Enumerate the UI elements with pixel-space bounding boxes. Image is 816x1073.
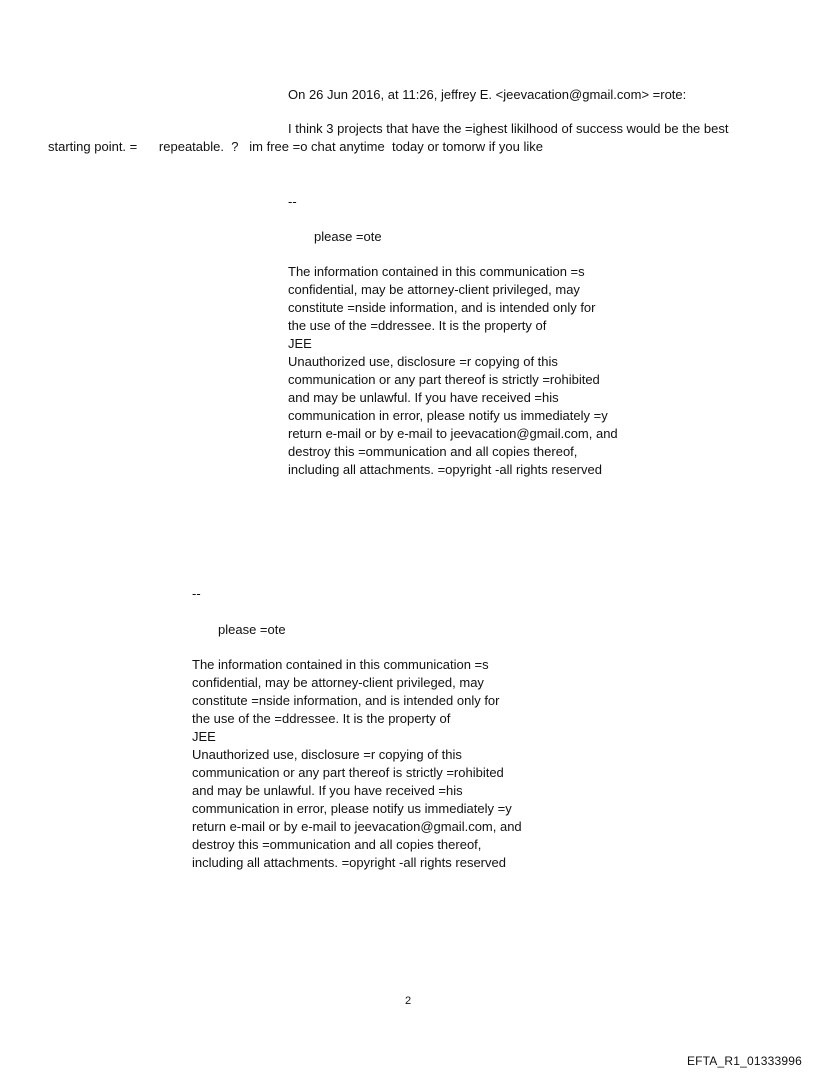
disclaimer-line: The information contained in this communication =s xyxy=(288,264,585,279)
disclaimer-line: Unauthorized use, disclosure =r copying of this xyxy=(192,747,462,762)
disclaimer-line: return e-mail or by e-mail to jeevacation@gmail.com, and xyxy=(192,819,522,834)
disclaimer-line: destroy this =ommunication and all copies thereof, xyxy=(288,444,578,459)
disclaimer-block xyxy=(192,656,522,872)
disclaimer-line: the use of the =ddressee. It is the property of xyxy=(192,711,451,726)
page-number: 2 xyxy=(404,995,412,1007)
reply-line-1: I think 3 projects that have the =ighest likilhood of success would be the best xyxy=(288,121,729,136)
disclaimer-line: communication in error, please notify us immediately =y xyxy=(288,408,608,423)
disclaimer-line: destroy this =ommunication and all copies thereof, xyxy=(192,837,482,852)
reply-line-2: starting point. = repeatable. ? im free =o chat anytime today or tomorw if you like xyxy=(48,139,543,154)
email-header: On 26 Jun 2016, at 11:26, jeffrey E. <jeevacation@gmail.com> =rote: xyxy=(288,87,687,102)
please-note: please =ote xyxy=(218,622,286,637)
signature-separator: -- xyxy=(192,586,201,601)
bates-number: EFTA_R1_01333996 xyxy=(686,1054,802,1068)
disclaimer-line: JEE xyxy=(192,729,216,744)
disclaimer-line: constitute =nside information, and is intended only for xyxy=(192,693,500,708)
signature-separator: -- xyxy=(288,194,297,209)
disclaimer-line: communication in error, please notify us immediately =y xyxy=(192,801,512,816)
disclaimer-line: and may be unlawful. If you have received =his xyxy=(192,783,463,798)
disclaimer-block xyxy=(288,263,618,479)
please-note: please =ote xyxy=(314,229,382,244)
disclaimer-line: constitute =nside information, and is intended only for xyxy=(288,300,596,315)
disclaimer-line: confidential, may be attorney-client privileged, may xyxy=(192,675,484,690)
disclaimer-line: the use of the =ddressee. It is the property of xyxy=(288,318,547,333)
disclaimer-line: including all attachments. =opyright -all rights reserved xyxy=(192,855,506,870)
disclaimer-line: and may be unlawful. If you have received =his xyxy=(288,390,559,405)
disclaimer-line: return e-mail or by e-mail to jeevacation@gmail.com, and xyxy=(288,426,618,441)
disclaimer-line: The information contained in this communication =s xyxy=(192,657,489,672)
disclaimer-line: communication or any part thereof is strictly =rohibited xyxy=(192,765,504,780)
disclaimer-line: confidential, may be attorney-client privileged, may xyxy=(288,282,580,297)
disclaimer-line: communication or any part thereof is strictly =rohibited xyxy=(288,372,600,387)
disclaimer-line: JEE xyxy=(288,336,312,351)
disclaimer-line: Unauthorized use, disclosure =r copying of this xyxy=(288,354,558,369)
disclaimer-line: including all attachments. =opyright -all rights reserved xyxy=(288,462,602,477)
